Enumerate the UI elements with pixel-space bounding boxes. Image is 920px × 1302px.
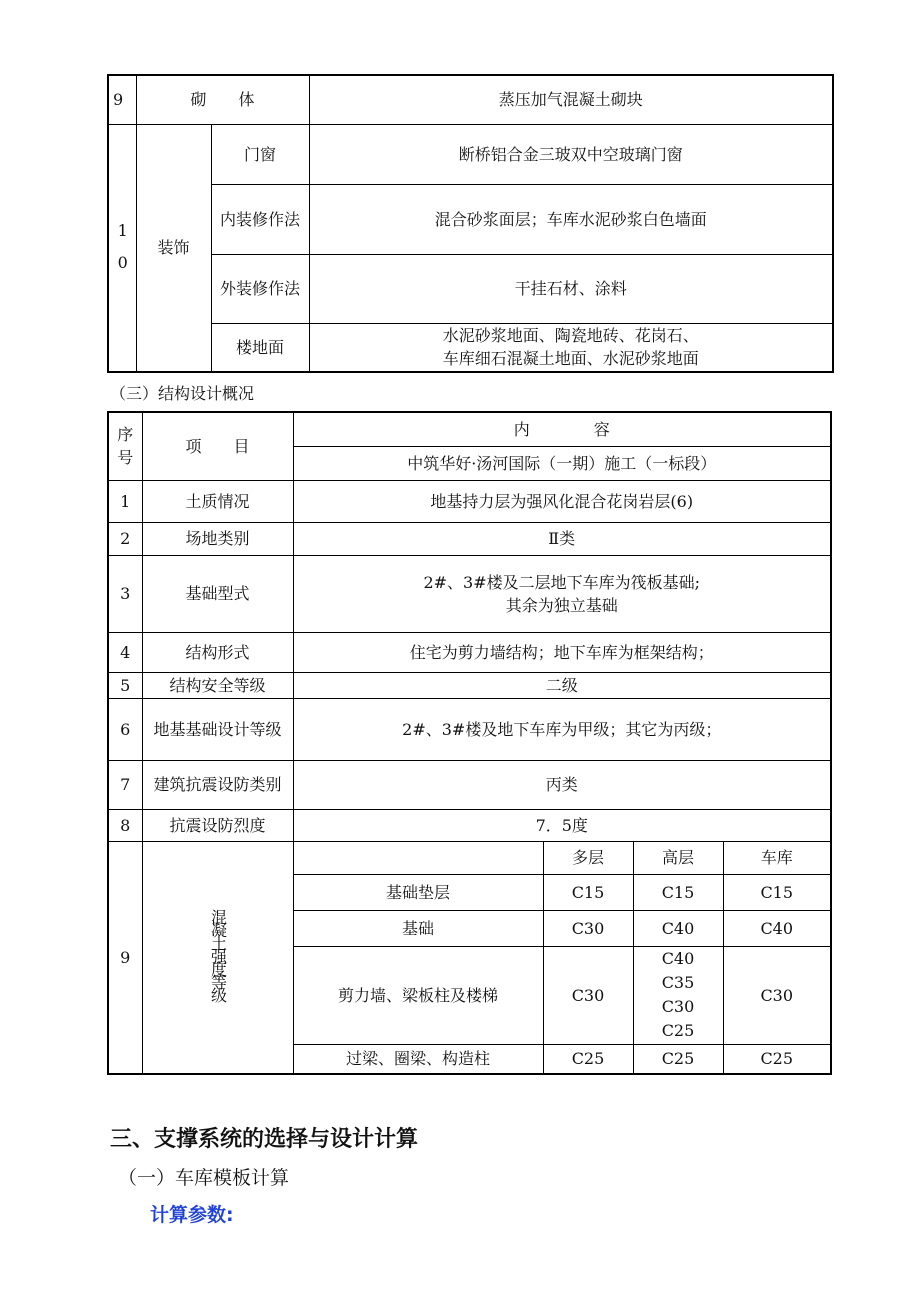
item-decoration: 装饰 <box>136 124 211 372</box>
grade-value: C40 <box>723 910 831 946</box>
row-content: 丙类 <box>293 760 831 809</box>
sub-item: 外装修作法 <box>211 254 309 323</box>
row-item: 土质情况 <box>142 480 293 522</box>
concrete-item-label: 混凝土强度等级 <box>208 908 228 1000</box>
row-number: 8 <box>108 809 142 841</box>
sub-content: 断桥铝合金三玻双中空玻璃门窗 <box>309 124 833 184</box>
subsection-heading: （一）车库模板计算 <box>118 1167 290 1189</box>
col-header-high: 高层 <box>633 841 723 874</box>
grade-value: C40 <box>633 910 723 946</box>
grade-value: C25 <box>543 1044 633 1074</box>
part-name: 过梁、圈梁、构造柱 <box>293 1044 543 1074</box>
row-content: 二级 <box>293 672 831 698</box>
row-number: 3 <box>108 555 142 632</box>
params-heading: 计算参数: <box>150 1204 234 1226</box>
content-line: 2#、3#楼及二层地下车库为筏板基础; <box>423 572 701 592</box>
header-number: 序号 <box>108 412 142 480</box>
item-masonry: 砌 体 <box>136 75 309 124</box>
materials-table <box>107 74 834 373</box>
structure-table <box>107 411 832 1075</box>
section-heading: 三、支撑系统的选择与设计计算 <box>110 1127 419 1152</box>
grade-line: C30 <box>661 997 695 1016</box>
part-name: 剪力墙、梁板柱及楼梯 <box>293 946 543 1044</box>
grade-line: C40 <box>661 949 695 968</box>
sub-content: 干挂石材、涂料 <box>309 254 833 323</box>
grade-value: C15 <box>543 874 633 910</box>
row-item: 基础型式 <box>142 555 293 632</box>
grade-value: C30 <box>723 946 831 1044</box>
grade-value: C25 <box>723 1044 831 1074</box>
col-header-garage: 车库 <box>723 841 831 874</box>
row-number: 2 <box>108 522 142 555</box>
grade-value: C30 <box>543 946 633 1044</box>
row-number: 1 <box>108 480 142 522</box>
content-masonry: 蒸压加气混凝土砌块 <box>309 75 833 124</box>
row-item: 抗震设防烈度 <box>142 809 293 841</box>
blank-header <box>293 841 543 874</box>
sub-content: 混合砂浆面层；车库水泥砂浆白色墙面 <box>309 184 833 254</box>
col-header-multi: 多层 <box>543 841 633 874</box>
project-name: 中筑华好·汤河国际（一期）施工（一标段） <box>293 446 831 480</box>
sub-item: 门窗 <box>211 124 309 184</box>
row-number: 6 <box>108 698 142 760</box>
sub-item: 楼地面 <box>211 323 309 372</box>
row-content <box>293 555 831 632</box>
content-line: 水泥砂浆地面、陶瓷地砖、花岗石、 <box>442 326 699 346</box>
part-name: 基础垫层 <box>293 874 543 910</box>
row-number <box>108 124 136 372</box>
section-caption: （三）结构设计概况 <box>110 384 255 403</box>
content-line: 其余为独立基础 <box>505 595 618 615</box>
row-content: 7．5度 <box>293 809 831 841</box>
row-item: 结构形式 <box>142 632 293 672</box>
row-item: 结构安全等级 <box>142 672 293 698</box>
row-number: 5 <box>108 672 142 698</box>
grade-value-list <box>633 946 723 1044</box>
row-number: 9 <box>108 75 136 124</box>
row-item: 场地类别 <box>142 522 293 555</box>
grade-value: C15 <box>633 874 723 910</box>
sub-content <box>309 323 833 372</box>
grade-value: C30 <box>543 910 633 946</box>
row-number: 4 <box>108 632 142 672</box>
grade-line: C35 <box>661 973 695 992</box>
row-content: 2#、3#楼及地下车库为甲级；其它为丙级； <box>293 698 831 760</box>
row-number-text: 1 0 <box>113 220 133 269</box>
header-content: 内 容 <box>293 412 831 446</box>
row-number: 9 <box>108 841 142 1074</box>
header-item: 项 目 <box>142 412 293 480</box>
grade-value: C25 <box>633 1044 723 1074</box>
row-number: 7 <box>108 760 142 809</box>
row-content: 住宅为剪力墙结构；地下车库为框架结构； <box>293 632 831 672</box>
concrete-item <box>142 841 293 1074</box>
grade-value: C15 <box>723 874 831 910</box>
part-name: 基础 <box>293 910 543 946</box>
row-item: 建筑抗震设防类别 <box>142 760 293 809</box>
sub-item: 内装修作法 <box>211 184 309 254</box>
row-content: Ⅱ类 <box>293 522 831 555</box>
grade-line: C25 <box>661 1021 695 1040</box>
row-content: 地基持力层为强风化混合花岗岩层(6) <box>293 480 831 522</box>
row-item: 地基基础设计等级 <box>142 698 293 760</box>
content-line: 车库细石混凝土地面、水泥砂浆地面 <box>442 349 699 369</box>
